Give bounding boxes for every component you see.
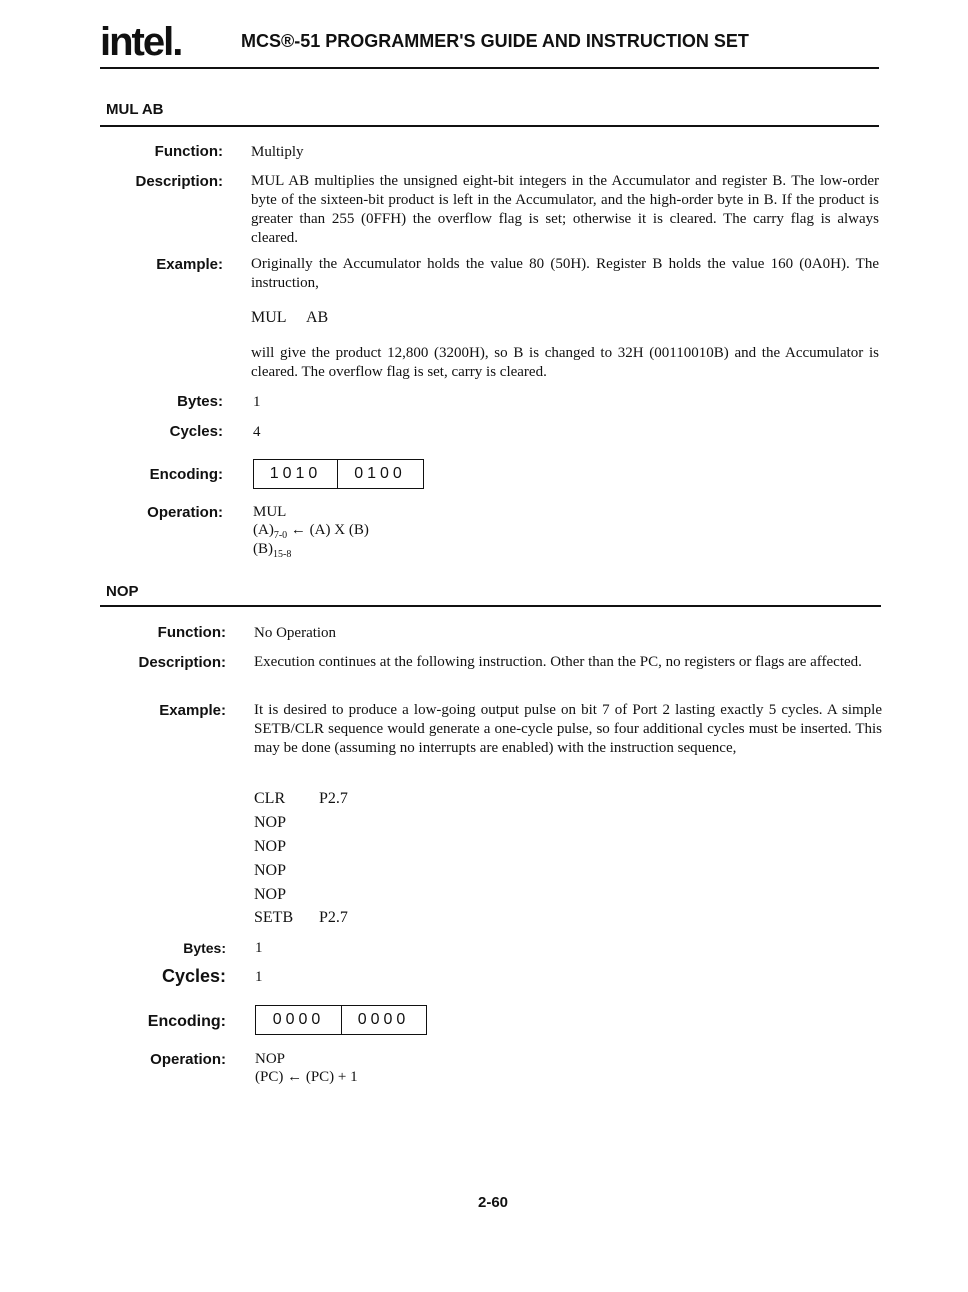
nop-operation-line: (PC) ← (PC) + 1 — [255, 1069, 358, 1085]
nop-bytes-label: Bytes: — [183, 940, 226, 956]
mul-cycles-label: Cycles: — [169, 423, 223, 440]
mul-description-label: Description: — [135, 173, 223, 190]
mul-section-title: MUL AB — [106, 101, 164, 118]
nop-encoding-low-nibble: 0000 — [341, 1006, 425, 1034]
nop-code-op-6: SETB — [254, 909, 294, 926]
nop-code-op-5: NOP — [254, 886, 287, 903]
nop-section-title: NOP — [106, 583, 139, 600]
mul-example-code-op: MUL — [251, 309, 287, 326]
nop-encoding-box — [255, 1005, 427, 1035]
nop-encoding-high-nibble: 0000 — [272, 1011, 325, 1028]
nop-cycles-value: 1 — [255, 969, 263, 985]
nop-operation-label: Operation: — [150, 1051, 226, 1068]
mul-bytes-value: 1 — [253, 394, 261, 410]
mul-function-label: Function: — [154, 143, 223, 160]
page-header-title: MCS®-51 PROGRAMMER'S GUIDE AND INSTRUCTION SET — [241, 31, 749, 51]
nop-code-arg-6: P2.7 — [319, 909, 348, 926]
mul-example-intro: Originally the Accumulator holds the value 80 (50H). Register B holds the value 160 (0A0H). The instruction, — [251, 256, 879, 291]
intel-logo: intel. — [100, 20, 182, 64]
nop-section-divider — [100, 605, 881, 607]
mul-encoding-box — [253, 459, 424, 489]
mul-example-code-arg: AB — [306, 309, 329, 326]
mul-function-value: Multiply — [251, 144, 304, 160]
nop-example-intro: It is desired to produce a low-going output pulse on bit 7 of Port 2 lasting exactly 5 cycles. A simple SETB/CLR sequence would generate a one-cycle pulse, so four additional cycles must be inserted. This may be done (assuming no interrupts are enabled) with the instruction sequence, — [254, 702, 882, 756]
nop-function-value: No Operation — [254, 625, 337, 641]
mul-operation-name: MUL — [253, 504, 287, 520]
mul-encoding-low-nibble: 0100 — [337, 460, 422, 488]
nop-encoding-label: Encoding: — [147, 1013, 226, 1030]
nop-cycles-label: Cycles: — [161, 966, 226, 986]
mul-encoding-high-nibble: 1010 — [269, 465, 322, 482]
mul-example-label: Example: — [156, 256, 223, 273]
nop-code-op-3: NOP — [254, 838, 287, 855]
header-divider — [100, 67, 879, 69]
nop-description-label: Description: — [138, 654, 226, 671]
nop-function-label: Function: — [157, 624, 226, 641]
mul-description-text: MUL AB multiplies the unsigned eight-bit integers in the Accumulator and register B. The low-order byte of the sixteen-bit product is left in the Accumulator, and the high-order byte in B. If the product is greater than 255 (0FFH) the overflow flag is set; otherwise it is cleared. The carry flag is always cleared. — [251, 173, 879, 246]
nop-bytes-value: 1 — [255, 940, 263, 956]
mul-operation-line-1: $(A)_{7-0}$ ← (A) X (B) — [253, 522, 369, 541]
nop-code-op-1: CLR — [254, 790, 286, 807]
nop-description-text: Execution continues at the following instruction. Other than the PC, no registers or flags are affected. — [254, 654, 862, 670]
mul-encoding-label: Encoding: — [149, 466, 223, 483]
mul-operation-line-2: $(B)_{15-8}$ — [253, 541, 292, 560]
mul-operation-label: Operation: — [147, 504, 223, 521]
mul-cycles-value: 4 — [253, 424, 261, 440]
page-number: 2-60 — [478, 1194, 509, 1211]
mul-bytes-label: Bytes: — [177, 393, 223, 410]
nop-code-arg-1: P2.7 — [319, 790, 348, 807]
nop-example-label: Example: — [159, 702, 226, 719]
mul-section-divider — [100, 125, 879, 127]
nop-operation-name: NOP — [255, 1051, 286, 1067]
mul-example-result: will give the product 12,800 (3200H), so B is changed to 32H (00110010B) and the Accumulator is cleared. The overflow flag is set, carry is cleared. — [251, 345, 879, 380]
nop-code-op-4: NOP — [254, 862, 287, 879]
nop-code-op-2: NOP — [254, 814, 287, 831]
